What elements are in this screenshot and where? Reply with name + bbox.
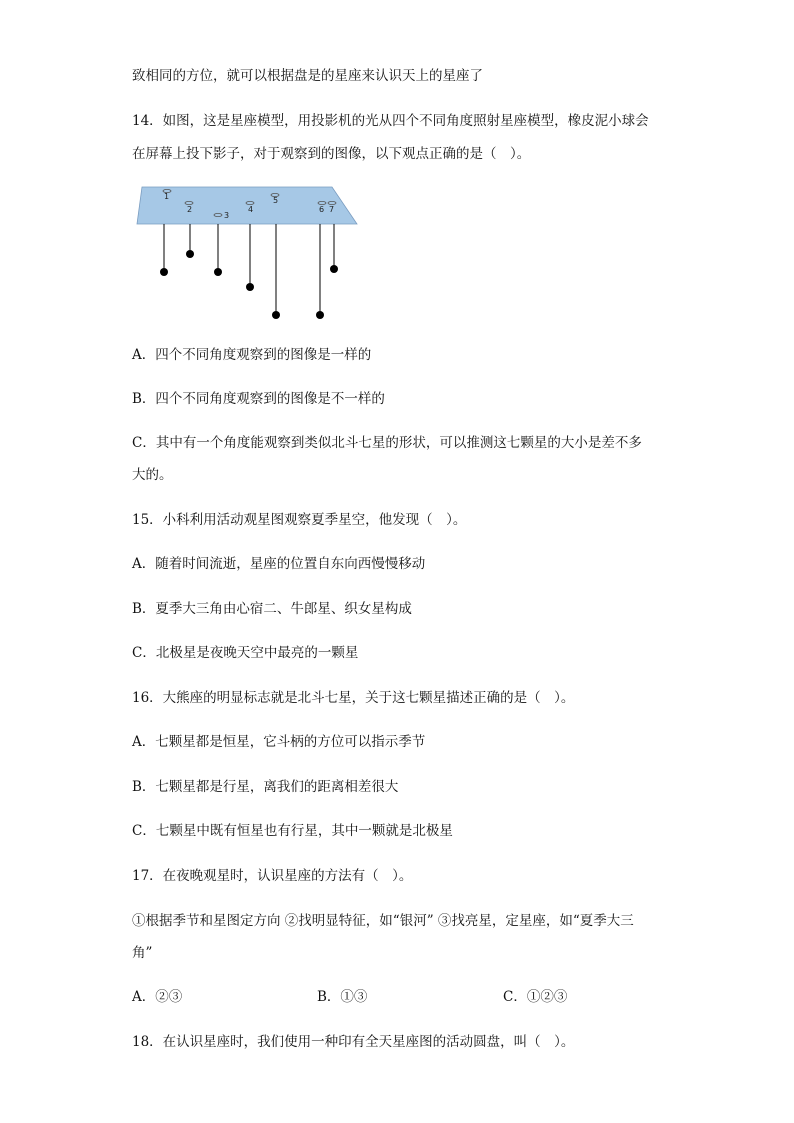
question-17-option-c: C．①②③ [503,989,568,1005]
question-15-stem: 15．小科利用活动观星图观察夏季星空，他发现（ ）。 [132,512,467,528]
question-17-items-cont: 角” [132,945,153,961]
star-label-7: 7 [329,205,335,214]
question-17-option-b: B．①③ [317,989,368,1005]
star-label-6: 6 [319,205,325,214]
ball-1 [160,268,168,276]
question-14-option-c: C．其中有一个角度能观察到类似北斗七星的形状，可以推测这七颗星的大小是差不多 [132,435,642,451]
question-15-option-b: B．夏季大三角由心宿二、牛郎星、织女星构成 [132,601,412,617]
ball-7 [330,265,338,273]
star-label-4: 4 [248,205,254,214]
question-16-option-b: B．七颗星都是行星，离我们的距离相差很大 [132,779,399,795]
question-14-option-b: B．四个不同角度观察到的图像是不一样的 [132,391,385,407]
star-label-2: 2 [187,205,193,214]
ball-6 [316,311,324,319]
star-label-5: 5 [273,196,279,205]
question-14-stem-cont: 在屏幕上投下影子，对于观察到的图像，以下观点正确的是（ ）。 [132,146,531,162]
star-label-3: 3 [224,211,230,220]
question-16-stem: 16．大熊座的明显标志就是北斗七星，关于这七颗星描述正确的是（ ）。 [132,690,575,706]
ball-4 [246,283,254,291]
text-line: 致相同的方位，就可以根据盘是的星座来认识天上的星座了 [132,68,483,84]
question-17-option-a: A．②③ [132,989,183,1005]
ball-5 [272,311,280,319]
question-15-option-a: A．随着时间流逝，星座的位置自东向西慢慢移动 [132,556,426,572]
question-14-option-c-cont: 大的。 [132,467,173,483]
question-16-option-c: C．七颗星中既有恒星也有行星，其中一颗就是北极星 [132,823,453,839]
question-15-option-c: C．北极星是夜晚天空中最亮的一颗星 [132,645,359,661]
question-14-stem: 14．如图，这是星座模型，用投影机的光从四个不同角度照射星座模型，橡皮泥小球会 [132,113,649,129]
ball-2 [186,250,194,258]
question-16-option-a: A．七颗星都是恒星，它斗柄的方位可以指示季节 [132,734,426,750]
question-18-stem: 18．在认识星座时，我们使用一种印有全天星座图的活动圆盘，叫（ ）。 [132,1034,575,1050]
constellation-model-figure [132,182,362,324]
question-17-items: ①根据季节和星图定方向 ②找明显特征，如“银河” ③找亮星，定星座，如“夏季大三 [132,913,634,929]
question-17-stem: 17．在夜晚观星时，认识星座的方法有（ ）。 [132,868,413,884]
star-label-1: 1 [164,192,170,201]
ball-3 [214,268,222,276]
question-14-option-a: A．四个不同角度观察到的图像是一样的 [132,347,372,363]
